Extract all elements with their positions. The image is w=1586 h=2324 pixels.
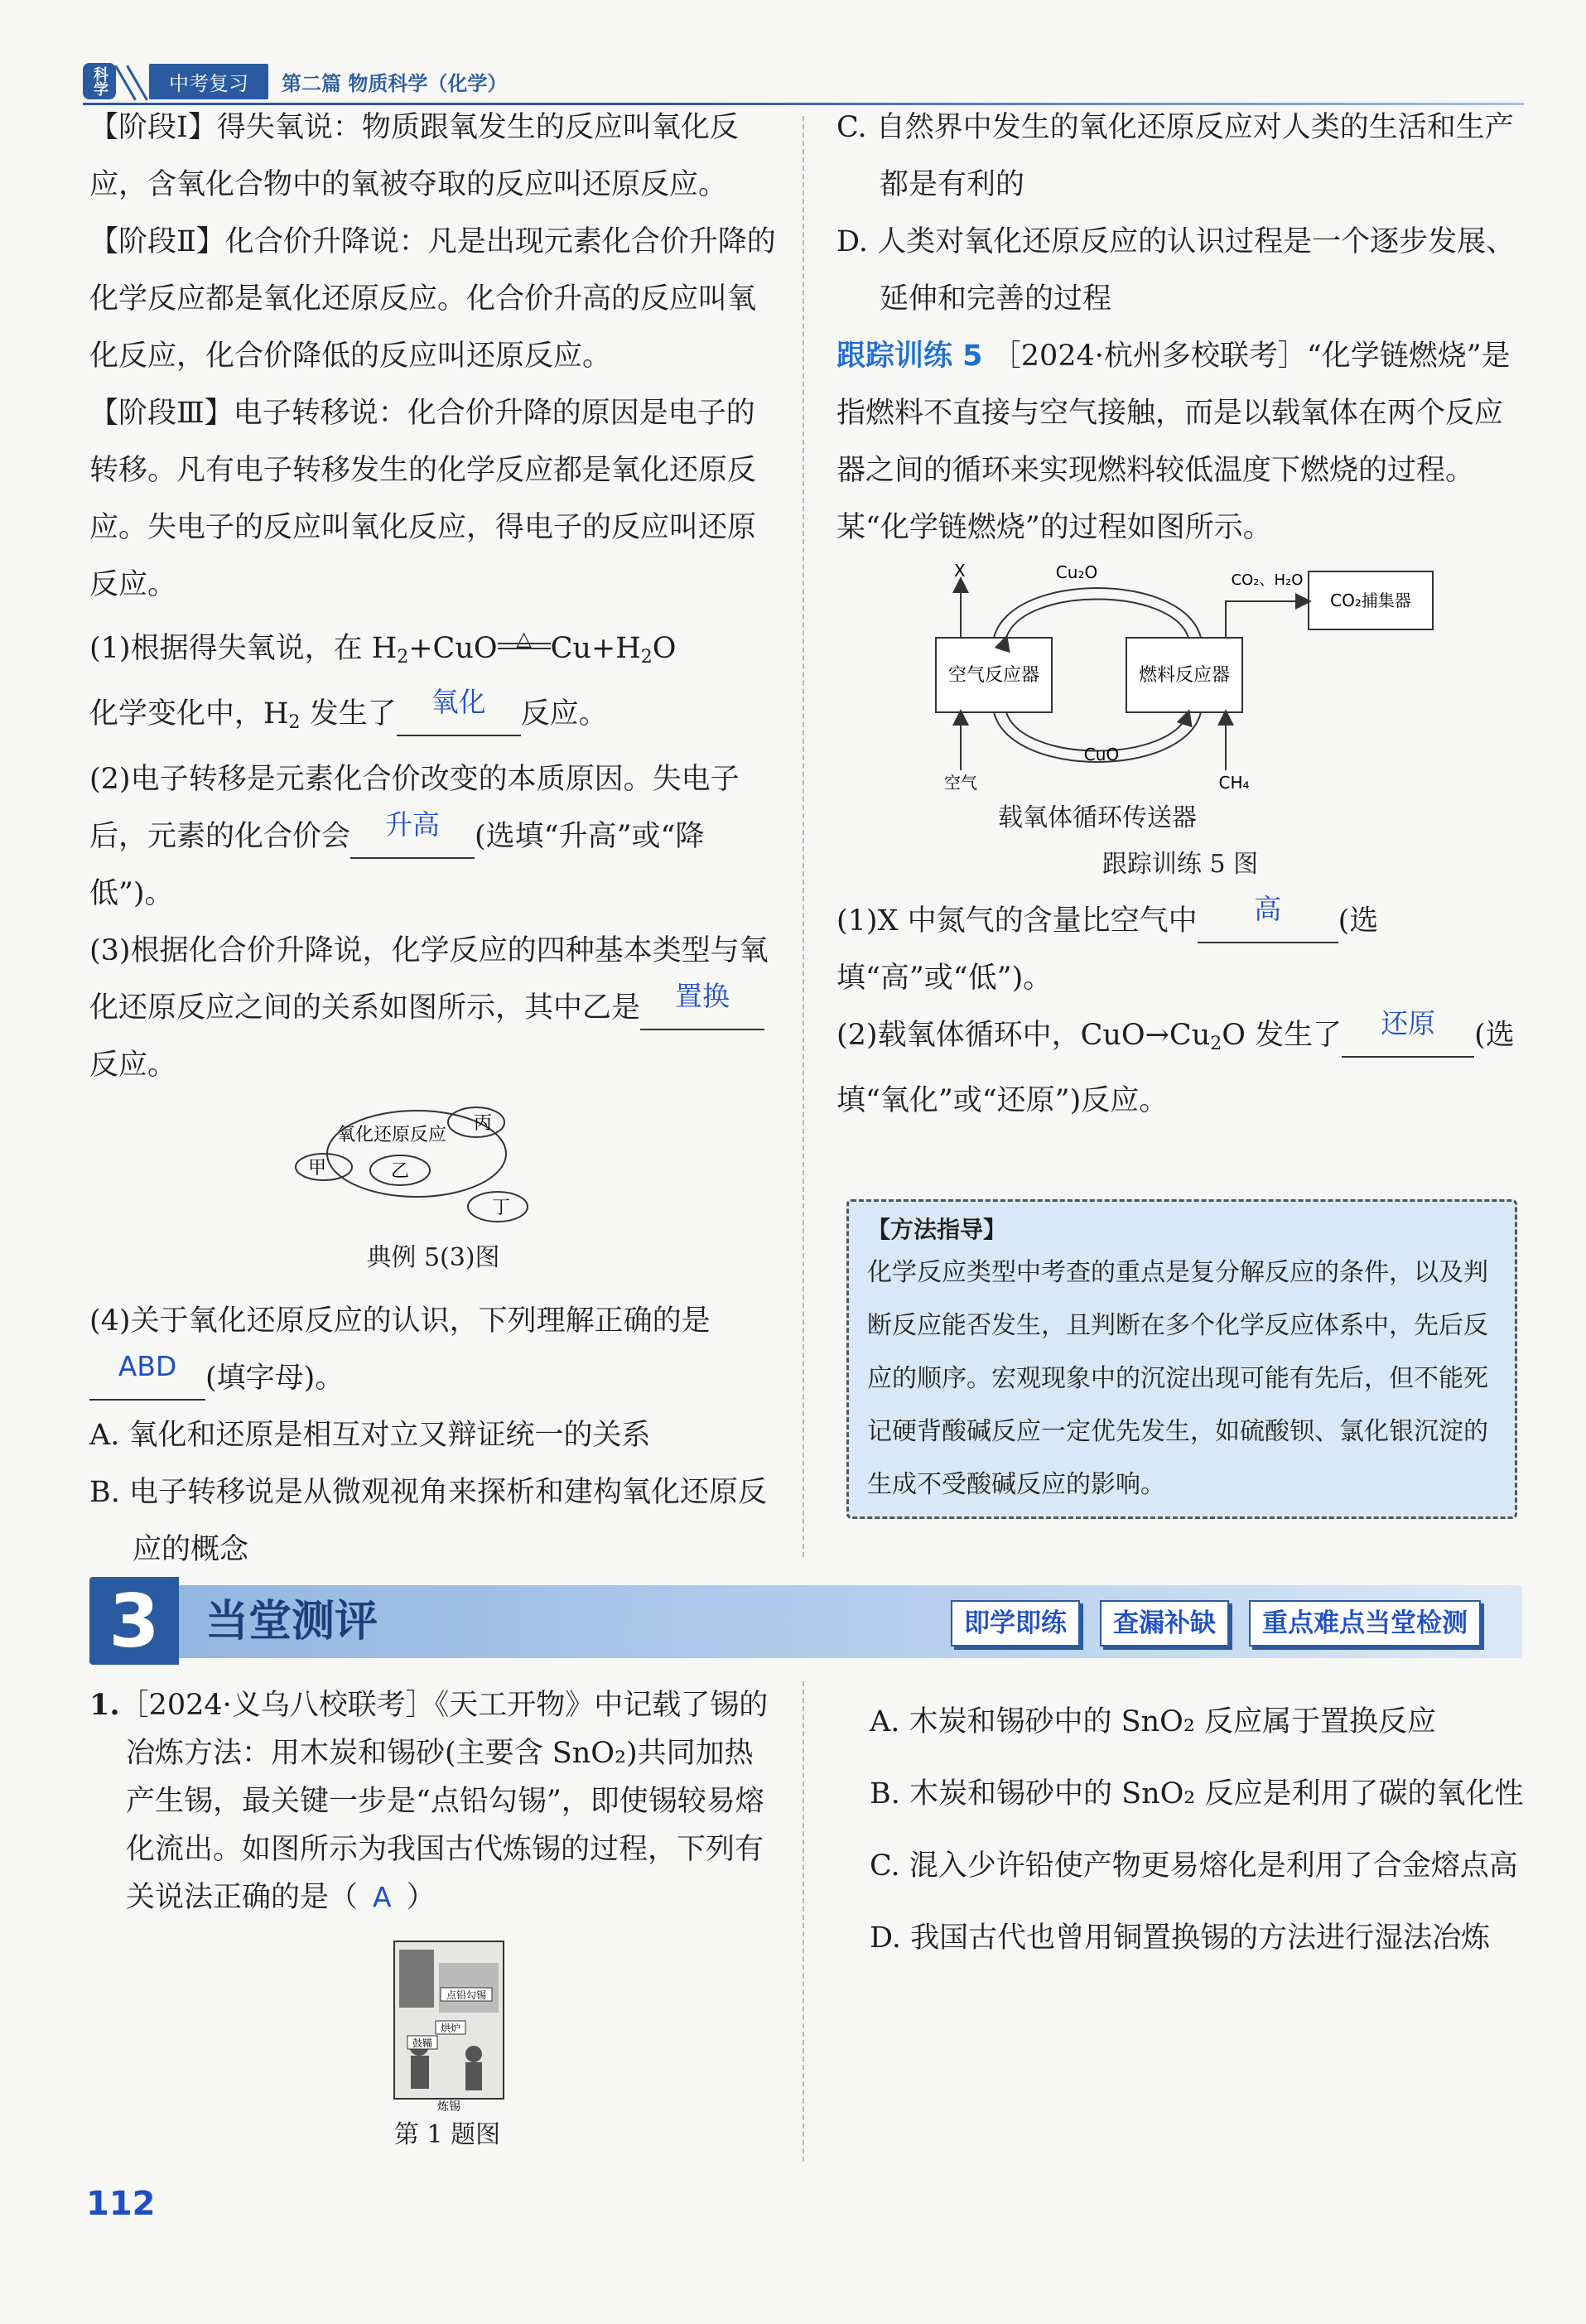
venn-diagram bbox=[284, 1102, 582, 1235]
right-column bbox=[836, 99, 1524, 1130]
answer-blank bbox=[1342, 1007, 1474, 1058]
fig-label-gubei: 鼓鞴 bbox=[412, 2037, 433, 2049]
method-text: 化学反应类型中考查的重点是复分解反应的条件，以及判断反应能否发生，且判断在多个化学反应体系中，先后反应的顺序。宏观现象中的沉淀出现可能有先后，但不能死记硬背酸碱反应一定优先发生，如硫酸钡、氯化银沉淀的生成不受酸碱反应的影响。 bbox=[867, 1258, 1488, 1499]
fig-label-honglu: 烘炉 bbox=[440, 2023, 461, 2034]
answer-blank bbox=[640, 980, 764, 1030]
question-1: (1)根据得失氧说，在 $H_2+CuO$ △ $Cu+H_2O$ 化学变化中，$H_2$ 发生了 氧化 反应。 bbox=[89, 620, 777, 751]
handwritten-answer: 置换 bbox=[675, 980, 730, 1012]
drill-question-2: (2)载氧体循环中，$CuO\to Cu_2O$ 发生了 还原 (选填“氧化”或“还原”)反应。 bbox=[836, 1007, 1515, 1117]
upper-loop-inner bbox=[1006, 600, 1188, 639]
venn-label-jia: 甲 bbox=[307, 1158, 327, 1179]
stage-2-text: 【阶段Ⅱ】化合价升降说：凡是出现元素化合价升降的化学反应都是氧化还原反应。化合价升高的反应叫氧化反应，化合价降低的反应叫还原反应。 bbox=[89, 225, 776, 373]
handwritten-answer: 高 bbox=[1254, 893, 1282, 925]
chemical-looping-diagram bbox=[919, 563, 1449, 795]
method-guidance-box bbox=[846, 1199, 1517, 1519]
section-number: 3 bbox=[89, 1577, 179, 1665]
question-4: (4)关于氧化还原反应的认识，下列理解正确的是ABD (填字母)。 bbox=[89, 1293, 777, 1407]
chapter-title: 第二篇 物质科学（化学） bbox=[282, 71, 508, 95]
subject-badge: 科学 bbox=[83, 63, 116, 99]
venn-label-bing: 丙 bbox=[473, 1113, 493, 1134]
handwritten-answer: 还原 bbox=[1381, 1007, 1436, 1039]
option-a: A. 氧化和还原是相互对立又辩证统一的关系 bbox=[89, 1419, 651, 1452]
stage-3-text: 【阶段Ⅲ】电子转移说：化合价升降的原因是电子的转移。凡有电子转移发生的化学反应都是氧化还原反应。失电子的反应叫氧化反应，得电子的反应叫还原反应。 bbox=[89, 397, 757, 601]
section-tags bbox=[951, 1600, 1481, 1647]
furnace-shape bbox=[399, 1950, 434, 2008]
label-fuel-reactor: 燃料反应器 bbox=[1138, 665, 1231, 686]
quiz-option-d: D. 我国古代也曾用铜置换锡的方法进行湿法冶炼 bbox=[870, 1921, 1491, 1955]
co2-outlet-arrow bbox=[1226, 601, 1309, 638]
section-banner bbox=[89, 1578, 1522, 1664]
label-cuo: CuO bbox=[1083, 745, 1120, 764]
handwritten-answer: 升高 bbox=[385, 808, 441, 841]
label-cu2o: Cu₂O bbox=[1055, 563, 1098, 582]
option-b: B. 电子转移说是从微观视角来探析和建构氧化还原反应的概念 bbox=[89, 1476, 767, 1566]
quiz-option-c: C. 混入少许铅使产物更易熔化是利用了合金熔点高 bbox=[870, 1849, 1518, 1883]
quiz-figure-caption: 第 1 题图 bbox=[393, 2120, 501, 2149]
answer-blank bbox=[397, 686, 521, 736]
label-co2-h2o: CO₂、H₂O bbox=[1231, 571, 1304, 589]
chain-caption: 跟踪训练 5 图 bbox=[1102, 850, 1259, 879]
upper-loop-outer bbox=[994, 588, 1201, 638]
worker-figure bbox=[465, 2046, 482, 2062]
quiz-question-1 bbox=[89, 1681, 777, 2158]
answer-blank bbox=[1198, 893, 1338, 943]
column-divider-bottom bbox=[803, 1681, 804, 2162]
answer-blank bbox=[350, 808, 475, 859]
quiz-option-a: A. 木炭和锡砂中的 SnO₂ 反应属于置换反应 bbox=[870, 1705, 1437, 1738]
venn-svg bbox=[284, 1102, 582, 1235]
question-3: (3)根据化合价升降说，化学反应的四种基本类型与氧化还原反应之间的关系如图所示，其中乙是 置换反应。 bbox=[89, 934, 769, 1082]
quiz-question-1-text: 1.［2024·义乌八校联考］《天工开物》中记载了锡的冶炼方法：用木炭和锡砂(主要含 SnO₂)共同加热产生锡，最关键一步是“点铅勾锡”，即使锡较易熔化流出。如图所示为我国古代炼锡的过程，下列有关说法正确的是（ A ） bbox=[89, 1688, 769, 1914]
option-d: D. 人类对氧化还原反应的认识过程是一个逐步发展、延伸和完善的过程 bbox=[836, 225, 1516, 316]
label-air: 空气 bbox=[944, 773, 977, 793]
label-x: X bbox=[954, 563, 966, 581]
handwritten-answer: 氧化 bbox=[431, 686, 486, 718]
question-2: (2)电子转移是元素化合价改变的本质原因。失电子后，元素的化合价会 升高 (选填“升高”或“降低”)。 bbox=[89, 763, 740, 910]
drill-label: 跟踪训练 5 bbox=[836, 340, 983, 373]
venn-label-ding: 丁 bbox=[491, 1198, 511, 1218]
page-number: 112 bbox=[86, 2185, 156, 2223]
reaction-condition: △ bbox=[498, 651, 551, 658]
drill-question-1: (1)X 中氮气的含量比空气中 高 (选填“高”或“低”)。 bbox=[836, 893, 1379, 995]
review-tag: 中考复习 bbox=[149, 64, 268, 99]
label-ch4: CH₄ bbox=[1218, 773, 1250, 793]
tin-smelting-svg bbox=[391, 1938, 507, 2112]
handwritten-answer: ABD bbox=[118, 1350, 177, 1382]
conveyor-label: 载氧体循环传送器 bbox=[998, 803, 1197, 832]
option-c: C. 自然界中发生的氧化还原反应对人类的生活和生产都是有利的 bbox=[836, 111, 1514, 201]
venn-center-label: 氧化还原反应 bbox=[336, 1125, 447, 1145]
page-header bbox=[83, 60, 507, 103]
handwritten-answer: A bbox=[373, 1881, 392, 1913]
tag-key-points: 重点难点当堂检测 bbox=[1249, 1600, 1481, 1647]
label-air-reactor: 空气反应器 bbox=[947, 665, 1040, 686]
drill-5: 跟踪训练 5 ［2024·杭州多校联考］“化学链燃烧”是指燃料不直接与空气接触，而是以载氧体在两个反应器之间的循环来实现燃料较低温度下燃烧的过程。某“化学链燃烧”的过程如图所示。 bbox=[836, 340, 1511, 544]
stage-1-text: 【阶段Ⅰ】得失氧说：物质跟氧发生的反应叫氧化反应，含氧化合物中的氧被夺取的反应叫还原反应。 bbox=[89, 111, 739, 201]
label-collector: CO₂捕集器 bbox=[1330, 591, 1411, 610]
quiz-question-1-options bbox=[870, 1686, 1524, 1974]
venn-label-yi: 乙 bbox=[390, 1161, 410, 1182]
answer-blank bbox=[89, 1350, 205, 1401]
quiz-option-b: B. 木炭和锡砂中的 SnO₂ 反应是利用了碳的氧化性 bbox=[870, 1777, 1524, 1811]
fig-label-dianqian: 点铅勾锡 bbox=[446, 1989, 487, 2001]
section-title: 当堂测评 bbox=[205, 1597, 378, 1647]
chain-svg bbox=[919, 563, 1449, 795]
fig-label-lianxi: 炼锡 bbox=[437, 2100, 460, 2112]
tag-check-gaps: 查漏补缺 bbox=[1100, 1600, 1229, 1647]
venn-caption: 典例 5(3)图 bbox=[366, 1243, 500, 1272]
tin-smelting-figure bbox=[391, 1938, 507, 2112]
method-title: 【方法指导】 bbox=[867, 1216, 1007, 1243]
tag-practice: 即学即练 bbox=[951, 1600, 1080, 1647]
header-slash-decoration bbox=[116, 60, 149, 103]
